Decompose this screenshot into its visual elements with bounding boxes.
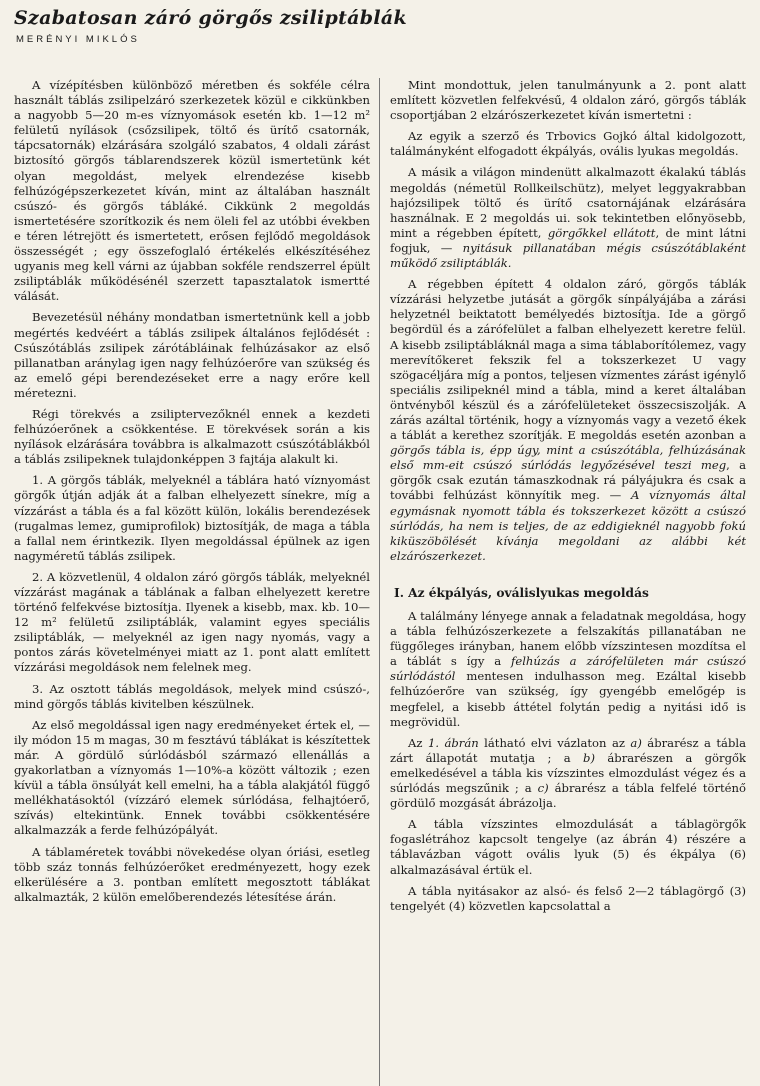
paragraph: Az egyik a szerző és Trbovics Gojkó által kidolgozott, találmányként elfogadott ékpályás, ovális lyukas megoldás. [390, 129, 746, 159]
article-title: Szabatosan záró görgős zsiliptáblák [14, 7, 407, 29]
left-column [14, 78, 380, 1086]
figure-part-ref: c) [537, 781, 549, 796]
text-run: ábrarész a tábla felfelé történő gördülő mozgását ábrázolja. [390, 781, 746, 811]
text-run: A régebben épített 4 oldalon záró, görgős táblák vízzárási helyzetbe jutását a görgők sínpályájába a zárási helyzetnél beiktatott bemélyedés biztosítja. Ide a görgő begördül és a zárófelület a falban elhelyezett keretre felül. A kisebb zsiliptábláknál maga a sima táblaborítólemez, vagy merevítőkeret fekszik fel a tokszerkezet U vagy szögacéljára míg a pontos, teljesen vízmentes zárást igénylő speciális zsilipeknél mind a tábla, mind a keret általában öntvényből készül és a zárófelületeket összecsiszolják. A zárás azáltal történik, hogy a víznyomás vagy a vezető ékek a táblát a kerethez szorítják. E megoldás esetén azonban a [390, 277, 746, 443]
paragraph: A vízépítésben különböző méretben és sokféle célra használt táblás zsilipelzáró szerkezetek közül e cikkünkben a nagyobb 5—20 m-es víznyomások esetén kb. 1—12 m² felületű nyílások (csőzsilipek, töltő és ürítő csatornák, tápcsatornák) elzárására szolgáló szabatos, 4 oldali zárást biztosító görgős táblarendszerek közül ismertetünk két olyan megoldást, melyek elrendezése kisebb felhúzógépszerkezetet kíván, mint az általában használt csúszó- és görgős tábláké. Cikkünk 2 megoldás ismertetésére szorítkozik és nem öleli fel az utóbbi években e téren létrejött és ismertetett, erősen fejlődő megoldások összességét ; egy összefoglaló értékelés elkészítéséhez ugyanis meg kell várni az újabban sokféle rendszerrel épült zsiliptáblák működésénél szerzett tapasztalatok ismertté válását. [14, 78, 370, 304]
text-run: mentesen indulhasson meg. Ezáltal kisebb felhúzóerőre van szükség, így gyengébb emelőgép is megfelel, a kisebb áttétel folytán pedig a nyitási idő is megrövidül. [390, 669, 746, 729]
paragraph [390, 736, 746, 811]
emphasis: görgős tábla is, épp úgy, mint a csúszótábla, felhúzásának első mm-eit csúszó súrlódás legyőzésével teszi meg [390, 443, 746, 473]
figure-ref: 1. ábrán [427, 735, 479, 750]
emphasis: A víznyomás által egymásnak nyomott tábla és tokszerkezet között a csúszó súrlódás, ha nem is teljes, de az eddigieknél nagyobb fokú kiküszöbölését kívánja megoldani az alábbi két elzárószerkezet. [390, 488, 746, 563]
paragraph: Bevezetésül néhány mondatban ismertetnünk kell a jobb megértés kedvéért a táblás zsilipek általános fejlődését : Csúszótáblás zsilipek zárótábláinak felhúzásakor az első pillanatban aránylag igen nagy felhúzóerőre van szükség és az emelő gépi berendezéseket erre a nagy erőre kell méretezni. [14, 310, 370, 400]
paragraph [390, 165, 746, 271]
right-column [380, 78, 746, 1086]
text-run: A másik a világon mindenütt alkalmazott ékalakú táblás megoldás (németül Rollkeilschütz), melyet leggyakrabban hajózsilipek töltő és ürítő csatornájának elzárására használnak. E 2 megoldás ui. sok tekintetben előnyösebb, mint a régebben épített, [390, 165, 746, 240]
paragraph [390, 609, 746, 730]
section-heading: I. Az ékpályás, oválislyukas megoldás [394, 585, 649, 600]
article-columns [14, 78, 746, 1086]
paragraph: Az első megoldással igen nagy eredményeket értek el, — ily módon 15 m magas, 30 m fesztávú táblákat is készítettek már. A gördülő súrlódásból származó ellenállás a gyakorlatban a víznyomás 1—10%-a között változik ; ezen kívül a tábla önsúlyát kell emelni, ha a tábla alakjától függő mellékhatásoktól (vízzáró elemek súrlódása, felhajtóerő, szívás) eltekintünk. Ennek további csökkentésére alkalmazzák a ferde felhúzópályát. [14, 717, 370, 838]
paragraph: A táblaméretek további növekedése olyan óriási, esetleg több száz tonnás felhúzóerőket eredményezett, hogy ezek elkerülésére a 3. pontban említett megosztott táblákat alkalmazták, 2 külön emelőberendezés létesítése árán. [14, 844, 370, 904]
figure-part-ref: a) [630, 735, 642, 750]
figure-part-ref: b) [583, 750, 595, 765]
paragraph: Régi törekvés a zsiliptervezőknél ennek a kezdeti felhúzóerőnek a csökkentése. E törekvések során a kis nyílások elzárására továbbra is alkalmazott csúszótáblákból a táblás zsilipeknek tulajdonképpen 3 fajtája alakult ki. [14, 406, 370, 467]
text-run: , de mint látni fogjuk, — [390, 225, 746, 255]
paragraph: A tábla nyitásakor az alsó- és felső 2—2 táblagörgő (3) tengelyét (4) közvetlen kapcsolattal a [390, 883, 746, 913]
list-item: 2. A közvetlenül, 4 oldalon záró görgős táblák, melyeknél vízzárást magának a táblának a falban elhelyezett keretre történő felfekvése biztosítja. Ilyenek a kisebb, max. kb. 10—12 m² felületű zsiliptáblák, valamint egyes speciális zsiliptáblák, — melyeknél az igen nagy nyomás, vagy a pontos zárás követelményei miatt az 1. pont alatt említett vízzárási megoldások nem felelnek meg. [14, 569, 370, 675]
emphasis: nyitásuk pillanatában mégis csúszótáblaként működő zsiliptáblák. [390, 240, 746, 271]
list-item: 3. Az osztott táblás megoldások, melyek mind csúszó-, mind görgős táblás kivitelben készülnek. [14, 681, 370, 711]
emphasis: görgőkkel ellátott [547, 225, 656, 240]
text-run: ábrarészen a görgők emelkedésével a tábla kis vízszintes elmozdulást végez és a súrlódás megszűnik ; a [390, 750, 746, 796]
text-run: A találmány lényege annak a feladatnak megoldása, hogy a tábla felhúzószerkezete a felszakítás pillanatában ne függőleges irányban, hanem előbb vízszintesen mozdítsa el a táblát s így a [390, 609, 746, 669]
list-item: 1. A görgős táblák, melyeknél a táblára ható víznyomást görgők útján adják át a falban elhelyezett sínekre, míg a vízzárást a tábla és a fal között külön, lokális berendezések (rugalmas lemez, gumiprofilok) biztosítják, de maga a tábla a fallal nem érintkezik. Ilyen megoldással épülnek az igen nagyméretű táblás zsilipek. [14, 473, 370, 563]
text-run: ábrarész a tábla zárt állapotát mutatja ; a [390, 735, 746, 765]
paragraph: Mint mondottuk, jelen tanulmányunk a 2. pont alatt említett közvetlen felfekvésű, 4 oldalon záró, görgős táblák csoportjában 2 elzárószerkezetet kíván ismertetni : [390, 78, 746, 123]
text-run: , a görgők csak ezután támaszkodnak rá pályájukra és csak a további felhúzást könnyítik meg. — [390, 458, 746, 503]
text-run: látható elvi vázlaton az [478, 735, 631, 750]
emphasis: felhúzás a zárófelületen már csúszó súrlódástól [390, 654, 746, 684]
article-author: MERÉNYI MIKLÓS [16, 34, 140, 45]
paragraph: A tábla vízszintes elmozdulását a táblagörgők fogaslétrához kapcsolt tengelye (az ábrán 4) részére a táblavázban vágott ovális lyuk (5) és ékpálya (6) alkalmazásával értük el. [390, 817, 746, 877]
paragraph [390, 277, 746, 564]
text-run: Az [408, 735, 428, 750]
